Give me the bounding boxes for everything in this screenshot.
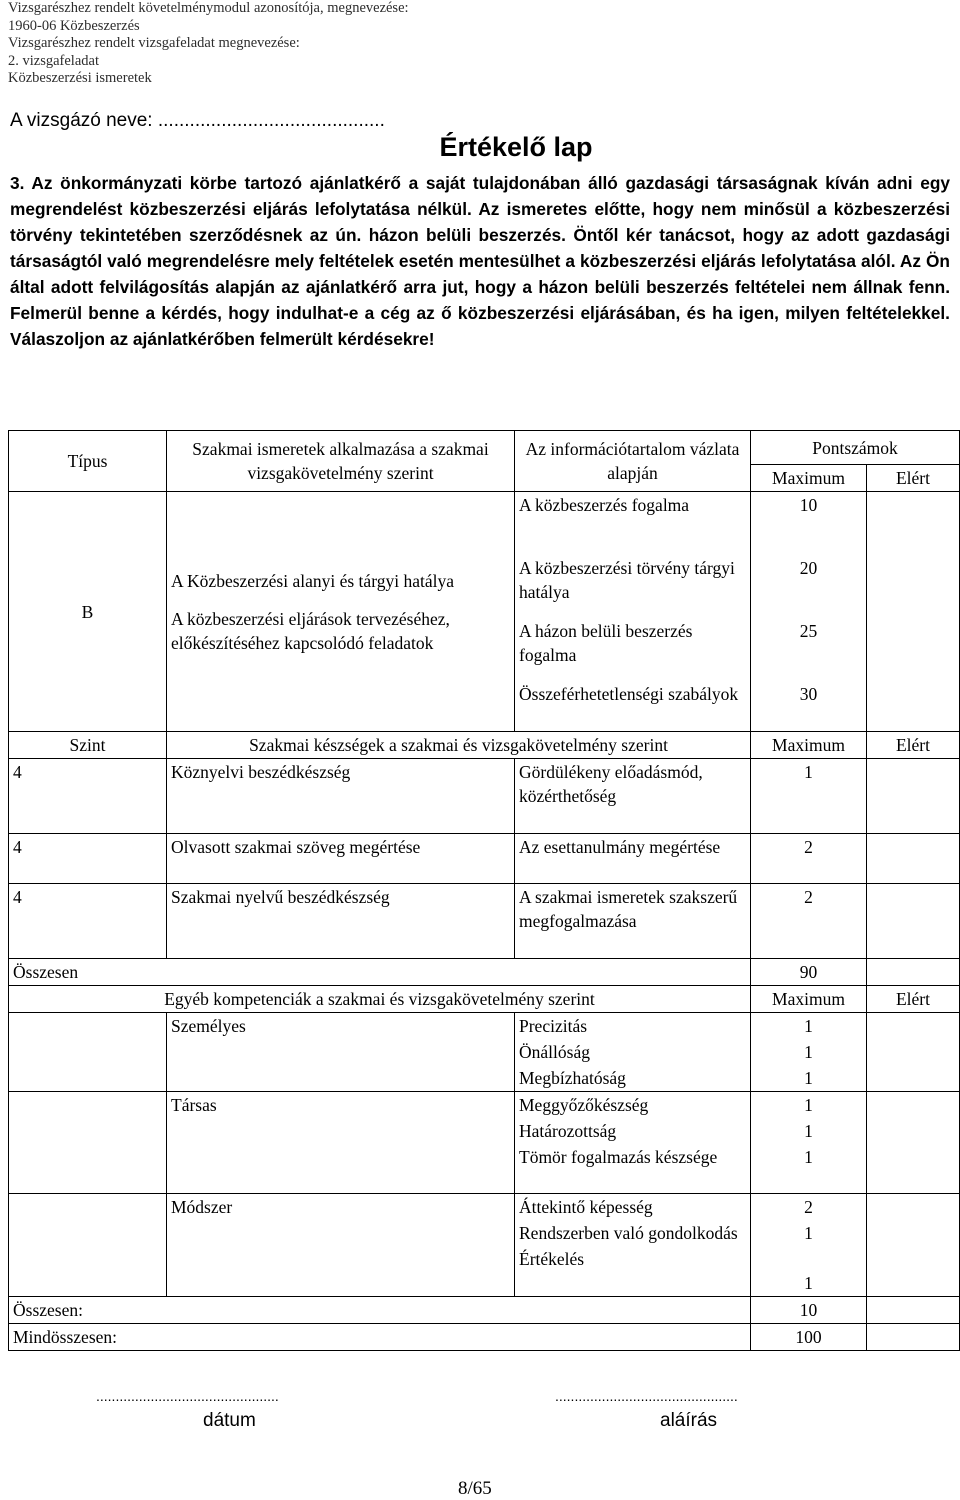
knowledge-achieved (867, 492, 960, 732)
competency-max: 1 (804, 1223, 813, 1243)
skill-max: 1 (751, 759, 867, 834)
skill-desc: Gördülékeny előadásmód, közérthetőség (515, 759, 751, 834)
table-row (9, 759, 960, 834)
document-header (8, 0, 409, 88)
skill-level: 4 (9, 759, 167, 834)
competency-max: 1 (804, 1068, 813, 1088)
competency-item: Határozottság (519, 1121, 617, 1141)
competency-item: Rendszerben való gondolkodás (519, 1223, 738, 1243)
competency-group: Módszer (167, 1194, 515, 1297)
competency-max: 1 (804, 1121, 813, 1141)
competency-max: 1 (804, 1095, 813, 1115)
competency-max-values (751, 1092, 867, 1194)
header-szakmai-ismeretek: Szakmai ismeretek alkalmazása a szakmai vizsgakövetelmény szerint (167, 431, 515, 492)
page-number: 8/65 (458, 1478, 492, 1499)
grand-total-label: Mindösszesen: (9, 1324, 751, 1351)
skill-name: Olvasott szakmai szöveg megértése (167, 834, 515, 884)
header-line: Vizsgarészhez rendelt vizsgafeladat megnevezése: (8, 35, 300, 52)
table-row (9, 1194, 960, 1297)
competency-item: Meggyőzőkészség (519, 1095, 649, 1115)
competency-item: Önállóság (519, 1042, 590, 1062)
header-elert: Elért (867, 732, 960, 759)
header-line: 1960-06 Közbeszerzés (8, 17, 140, 34)
competency-max-values (751, 1194, 867, 1297)
signature-label: aláírás (660, 1410, 718, 1431)
grand-total-achieved (867, 1324, 960, 1351)
skill-achieved (867, 884, 960, 959)
skill-name: Szakmai nyelvű beszédkészség (167, 884, 515, 959)
knowledge-max: 20 (799, 558, 818, 578)
competency-item: Precizitás (519, 1016, 588, 1036)
examinee-name-field: A vizsgázó neve: ........................................... (10, 110, 385, 131)
skill-level: 4 (9, 884, 167, 959)
knowledge-item: A közbeszerzési törvény tárgyi hatálya (519, 558, 735, 602)
skill-desc: A szakmai ismeretek szakszerű megfogalmazása (515, 884, 751, 959)
knowledge-items (515, 492, 751, 732)
table-row (9, 834, 960, 884)
competency-group: Személyes (167, 1013, 515, 1092)
subtotal-value: 10 (751, 1297, 867, 1324)
subtotal-achieved (867, 1297, 960, 1324)
header-line: 2. vizsgafeladat (8, 52, 99, 69)
header-maximum: Maximum (751, 986, 867, 1013)
competency-max: 1 (804, 1147, 813, 1167)
competency-item: Áttekintő képesség (519, 1197, 653, 1217)
header-maximum: Maximum (751, 465, 867, 492)
header-informacio: Az információtartalom vázlata alapján (515, 431, 751, 492)
skill-name: Köznyelvi beszédkészség (167, 759, 515, 834)
knowledge-item: A házon belüli beszerzés fogalma (519, 621, 693, 665)
skill-max: 2 (751, 834, 867, 884)
subtotal-label: Összesen: (9, 1297, 751, 1324)
header-line: Vizsgarészhez rendelt követelménymodul azonosítója, megnevezése: (8, 0, 409, 16)
knowledge-max: 30 (799, 684, 818, 704)
knowledge-topic: A Közbeszerzési alanyi és tárgyi hatálya (171, 570, 454, 591)
header-egyeb-kompetenciak: Egyéb kompetenciák a szakmai és vizsgakövetelmény szerint (9, 986, 751, 1013)
knowledge-item: Összeférhetetlenségi szabályok (519, 684, 739, 704)
competency-max-values (751, 1013, 867, 1092)
knowledge-max-values (751, 492, 867, 732)
competency-max: 1 (804, 1042, 813, 1062)
date-line: ............................................... (96, 1388, 279, 1404)
competency-group: Társas (167, 1092, 515, 1194)
skill-max: 2 (751, 884, 867, 959)
header-elert: Elért (867, 986, 960, 1013)
grand-total-value: 100 (751, 1324, 867, 1351)
competency-item: Megbízhatóság (519, 1068, 626, 1088)
task-description: 3. Az önkormányzati körbe tartozó ajánlatkérő a saját tulajdonában álló gazdasági társaságnak kíván adni egy megrendelést közbeszerzési eljárás lefolytatása nélkül. Az ismeretes előtte, hogy nem minősül a közbeszerzési törvény tekintetében szerződésnek az ún. házon belüli beszerzés. Öntől kér tanácsot, hogy az adott gazdasági társaságtól való megrendelésre mely feltételek esetén mentesülhet a közbeszerzési eljárás lefolytatása alól. Az Ön által adott felvilágosítás alapján az ajánlatkérő arra jut, hogy a házon belüli beszerzés feltételei nem állnak fenn. Felmerül benne a kérdés, hogy indulhat-e a cég az ő közbeszerzési eljárásában, és ha igen, milyen feltételekkel. Válaszoljon az ajánlatkérőben felmerült kérdésekre! (10, 173, 950, 349)
header-line: Közbeszerzési ismeretek (8, 70, 152, 87)
total-label: Összesen (9, 959, 751, 986)
skill-desc: Az esettanulmány megértése (515, 834, 751, 884)
competency-item: Tömör fogalmazás készsége (519, 1147, 718, 1167)
table-row (9, 884, 960, 959)
header-elert: Elért (867, 465, 960, 492)
knowledge-topic: A közbeszerzési eljárások tervezéséhez, előkészítéséhez kapcsolódó feladatok (171, 608, 450, 653)
evaluation-table (8, 430, 960, 1351)
header-pontszamok: Pontszámok (751, 431, 960, 465)
skill-achieved (867, 834, 960, 884)
competency-max: 2 (804, 1197, 813, 1217)
competency-max: 1 (804, 1273, 813, 1293)
skill-level: 4 (9, 834, 167, 884)
skill-achieved (867, 759, 960, 834)
total-value: 90 (751, 959, 867, 986)
date-label: dátum (203, 1410, 256, 1431)
table-row (9, 1092, 960, 1194)
signature-line: ............................................... (555, 1388, 738, 1404)
header-szakmai-keszsegek: Szakmai készségek a szakmai és vizsgakövetelmény szerint (167, 732, 751, 759)
knowledge-topics (167, 492, 515, 732)
knowledge-max: 10 (799, 495, 818, 515)
knowledge-max: 25 (799, 621, 818, 641)
total-achieved (867, 959, 960, 986)
page-title: Értékelő lap (439, 132, 593, 162)
knowledge-type: B (9, 492, 167, 732)
competency-items (515, 1194, 751, 1297)
header-maximum: Maximum (751, 732, 867, 759)
competency-items (515, 1092, 751, 1194)
header-szint: Szint (9, 732, 167, 759)
knowledge-item: A közbeszerzés fogalma (519, 495, 690, 515)
header-tipus: Típus (9, 431, 167, 492)
competency-items (515, 1013, 751, 1092)
table-row (9, 1013, 960, 1092)
competency-item: Értékelés (519, 1249, 585, 1269)
competency-max: 1 (804, 1016, 813, 1036)
